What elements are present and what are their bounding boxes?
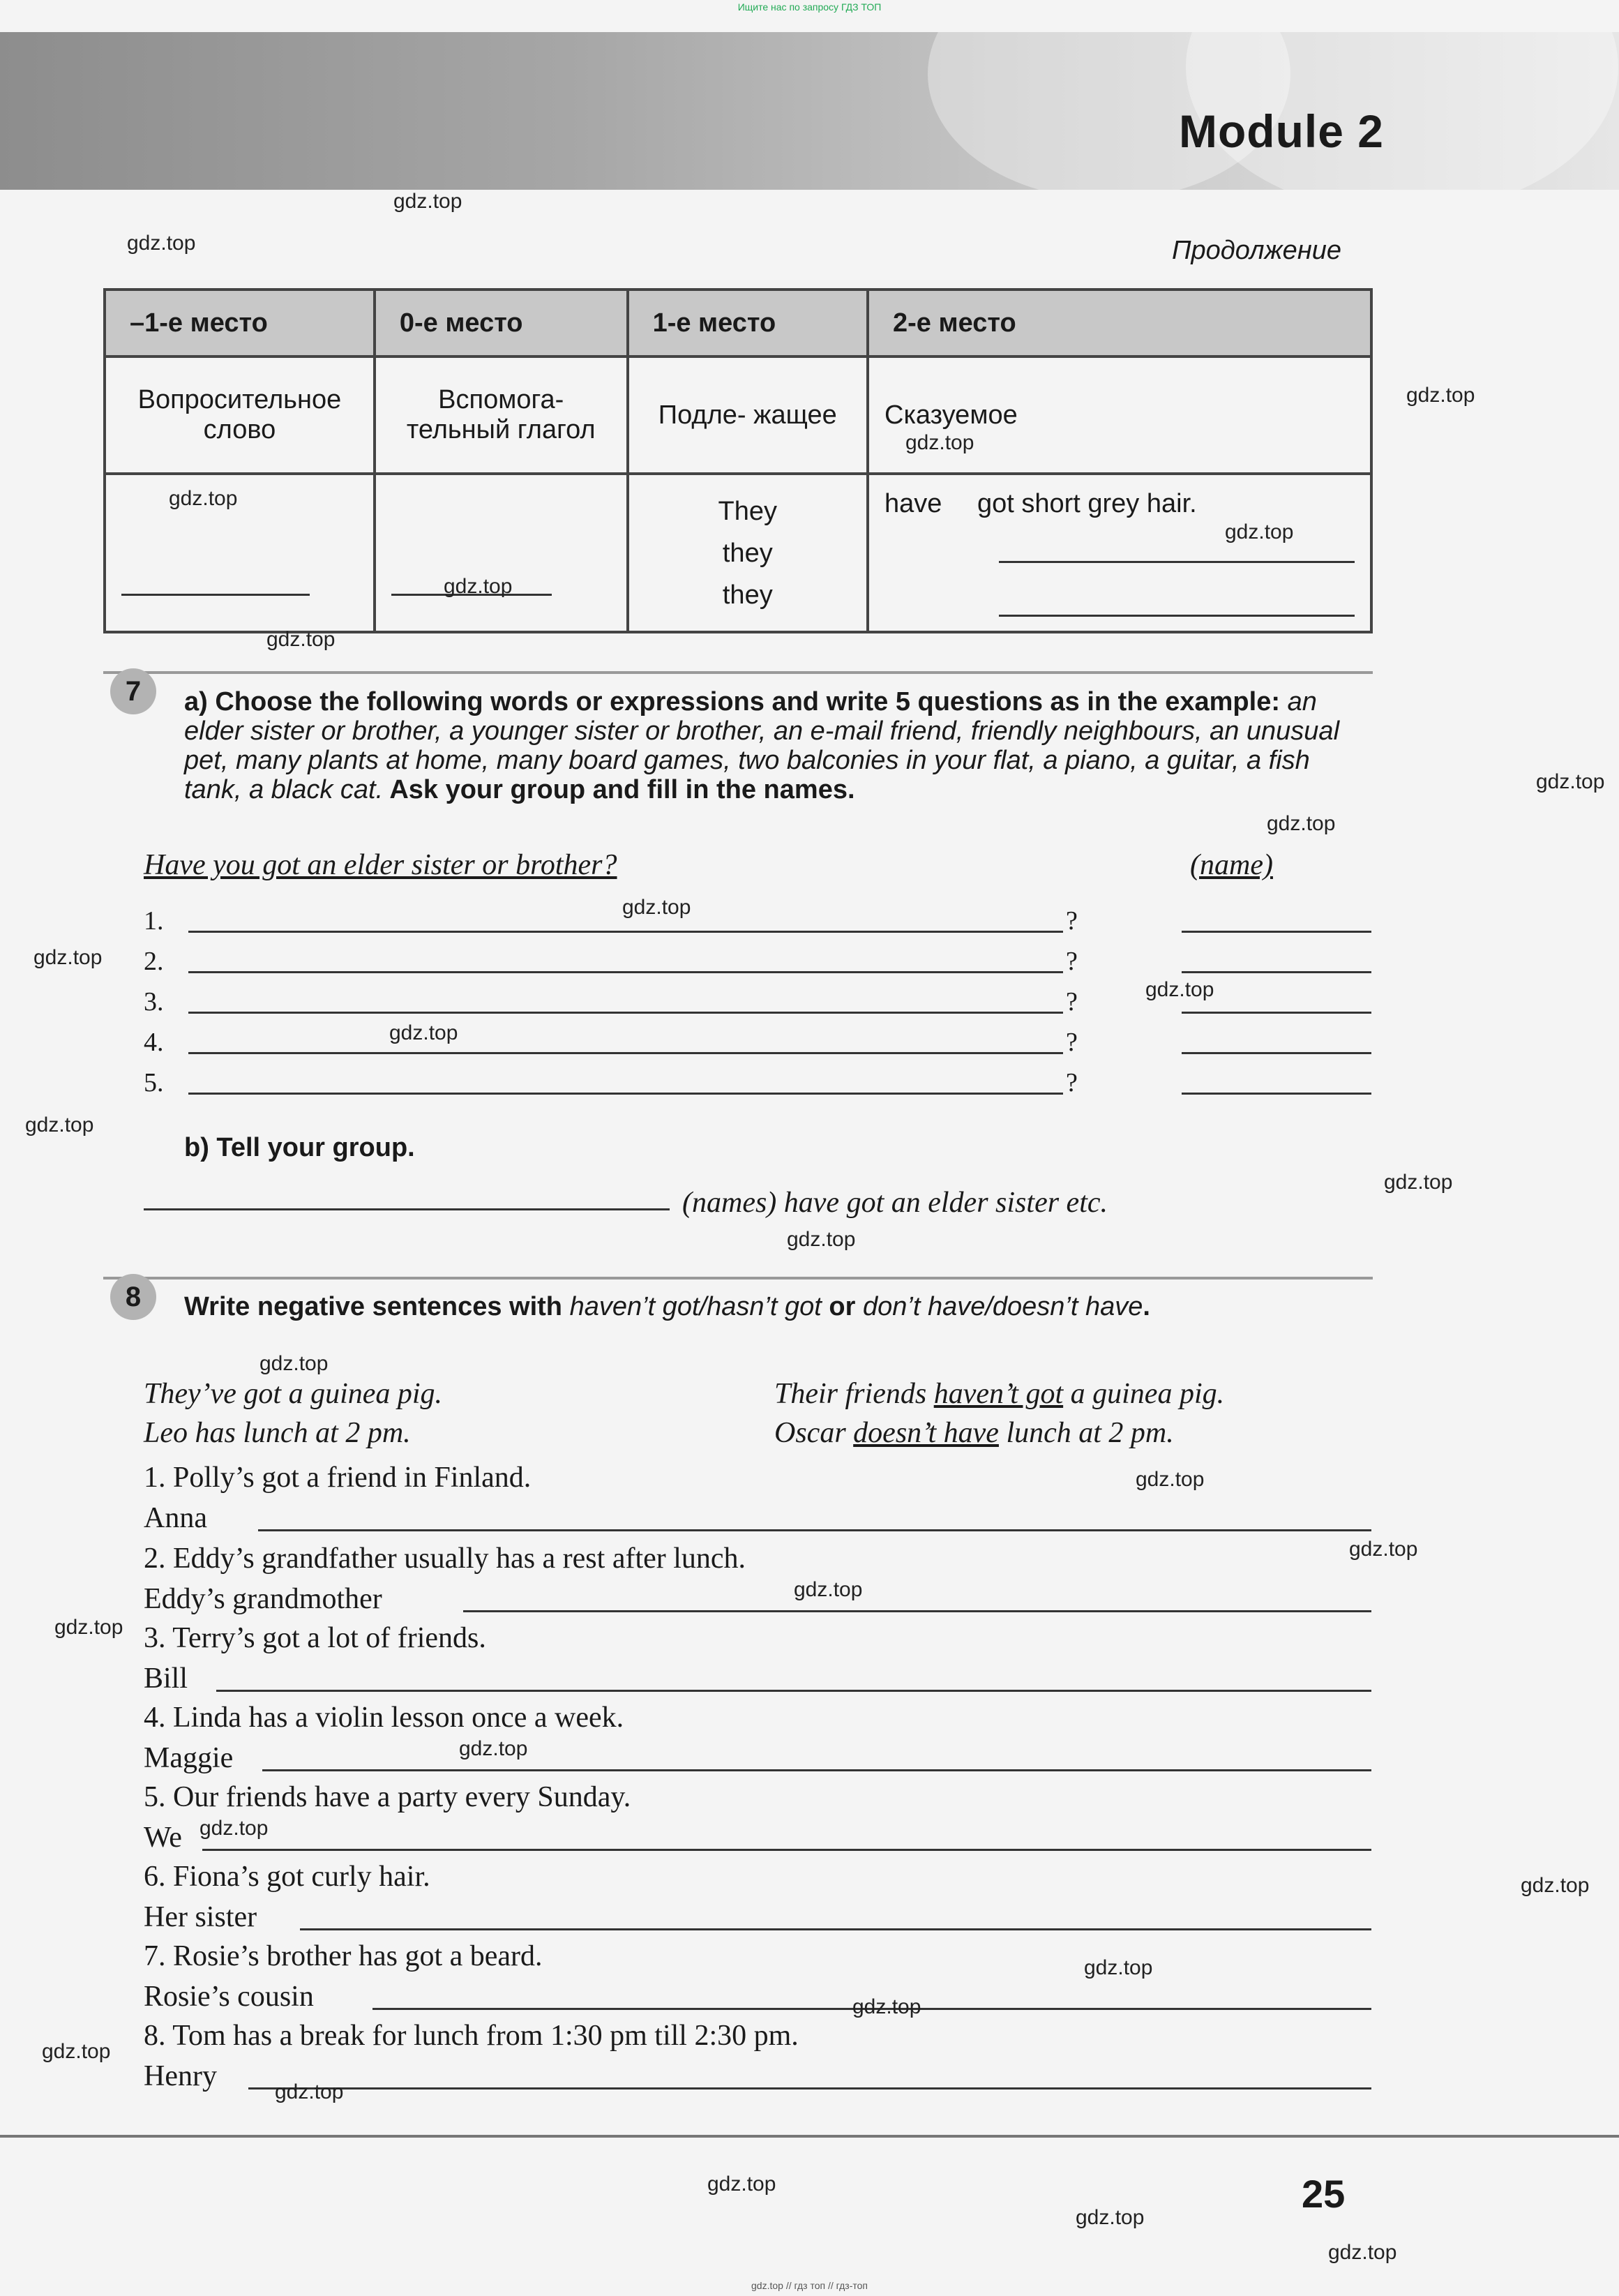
watermark: gdz.top xyxy=(389,1021,458,1044)
word-order-table xyxy=(103,288,1373,633)
watermark: gdz.top xyxy=(444,575,513,598)
sentence: 8. Tom has a break for lunch from 1:30 pm till 2:30 pm. xyxy=(144,2020,799,2052)
item-number: 3. xyxy=(144,987,164,1016)
name-line[interactable] xyxy=(1182,971,1371,973)
watermark: gdz.top xyxy=(169,487,238,510)
sentence: 3. Terry’s got a lot of friends. xyxy=(144,1622,486,1654)
watermark: gdz.top xyxy=(259,1352,329,1375)
watermark: gdz.top xyxy=(1145,978,1214,1001)
watermark: gdz.top xyxy=(1267,812,1336,835)
answer-line[interactable] xyxy=(188,1052,1063,1054)
sentence-subject: Anna xyxy=(144,1502,207,1534)
example-sentence: Leo has lunch at 2 pm. xyxy=(144,1417,411,1449)
footer-rule xyxy=(0,2135,1619,2138)
watermark: gdz.top xyxy=(1349,1538,1418,1561)
table-header: 2-е место xyxy=(868,290,1371,357)
verb: have xyxy=(884,489,942,518)
task-number: 8 xyxy=(110,1274,156,1320)
sentence-subject: Rosie’s cousin xyxy=(144,1981,314,2013)
sentence: 5. Our friends have a party every Sunday. xyxy=(144,1781,631,1813)
watermark: gdz.top xyxy=(199,1817,269,1840)
sentence: 7. Rosie’s brother has got a beard. xyxy=(144,1940,543,1972)
watermark: gdz.top xyxy=(1136,1468,1205,1491)
sentence-subject: Eddy’s grandmother xyxy=(144,1583,382,1615)
example-answer: Oscar doesn’t have lunch at 2 pm. xyxy=(774,1417,1174,1449)
watermark: gdz.top xyxy=(1084,1956,1153,1979)
table-cell: Вопросительное слово xyxy=(105,357,375,474)
table-header: 1-е место xyxy=(628,290,868,357)
example-answer: Their friends haven’t got a guinea pig. xyxy=(774,1378,1225,1410)
table-cell: Подле- жащее xyxy=(628,357,868,474)
watermark: gdz.top xyxy=(794,1578,863,1601)
watermark: gdz.top xyxy=(1521,1874,1590,1897)
answer-line[interactable] xyxy=(248,2087,1371,2089)
watermark: gdz.top xyxy=(905,431,974,454)
table-header: –1-е место xyxy=(105,290,375,357)
part-b-example: (names) have got an elder sister etc. xyxy=(682,1187,1108,1219)
answer-cell[interactable] xyxy=(375,474,628,632)
blank-line[interactable] xyxy=(999,561,1355,563)
watermark: gdz.top xyxy=(787,1228,856,1251)
item-number: 5. xyxy=(144,1068,164,1097)
name-line[interactable] xyxy=(1182,1052,1371,1054)
answer-line[interactable] xyxy=(188,971,1063,973)
example-sentence: They’ve got a guinea pig. xyxy=(144,1378,443,1410)
answer-line[interactable] xyxy=(188,1093,1063,1095)
answer-cell[interactable] xyxy=(105,474,375,632)
watermark: gdz.top xyxy=(622,896,691,919)
sentence-subject: Bill xyxy=(144,1663,188,1695)
answer-line[interactable] xyxy=(463,1610,1371,1612)
continued-label: Продолжение xyxy=(1172,236,1341,265)
watermark: gdz.top xyxy=(1384,1171,1453,1194)
top-note: Ищите нас по запросу ГДЗ ТОП xyxy=(737,1,882,13)
answer-line[interactable] xyxy=(258,1529,1371,1531)
watermark: gdz.top xyxy=(1225,520,1294,543)
watermark: gdz.top xyxy=(127,232,196,255)
sentence-subject: Maggie xyxy=(144,1742,234,1774)
table-cell: Вспомога- тельный глагол xyxy=(375,357,628,474)
answer-line[interactable] xyxy=(188,931,1063,933)
answer-line[interactable] xyxy=(202,1849,1371,1851)
answer-line[interactable] xyxy=(300,1928,1371,1930)
watermark: gdz.top xyxy=(275,2080,344,2103)
predicate-rest: got short grey hair. xyxy=(977,489,1197,518)
watermark: gdz.top xyxy=(1406,384,1475,407)
section-rule xyxy=(103,1277,1373,1280)
question-mark: ? xyxy=(1066,987,1078,1016)
watermark: gdz.top xyxy=(707,2173,776,2196)
sentence: 6. Fiona’s got curly hair. xyxy=(144,1861,430,1893)
name-line[interactable] xyxy=(1182,1093,1371,1095)
watermark: gdz.top xyxy=(852,1995,921,2018)
sentence: 1. Polly’s got a friend in Finland. xyxy=(144,1462,532,1494)
example-name: (name) xyxy=(1190,849,1273,881)
blank-line[interactable] xyxy=(999,615,1355,617)
question-mark: ? xyxy=(1066,1068,1078,1097)
item-number: 4. xyxy=(144,1028,164,1057)
task7-instructions: a) Choose the following words or expressions and write 5 questions as in the example: an elder sister or brother, a younger sister or brother, an e-mail friend, friendly neighbours, an unusual pet, many plants at home, many board games, two balconies in your flat, a piano, a guitar, a fish tank, a black cat. Ask your group and fill in the names. xyxy=(184,687,1340,804)
question-mark: ? xyxy=(1066,947,1078,976)
blank-line[interactable] xyxy=(121,594,310,596)
watermark: gdz.top xyxy=(25,1113,94,1136)
sentence: 2. Eddy’s grandfather usually has a rest after lunch. xyxy=(144,1543,746,1575)
names-line[interactable] xyxy=(144,1208,670,1210)
question-mark: ? xyxy=(1066,1028,1078,1057)
subject: They xyxy=(718,496,778,526)
bottom-note: gdz.top // гдз топ // гдз-топ xyxy=(751,2280,868,2291)
module-title: Module 2 xyxy=(1179,105,1385,157)
example-question: Have you got an elder sister or brother? xyxy=(144,849,617,881)
watermark: gdz.top xyxy=(266,628,336,651)
item-number: 2. xyxy=(144,947,164,976)
task-number: 7 xyxy=(110,668,156,714)
watermark: gdz.top xyxy=(1076,2206,1145,2229)
sentence: 4. Linda has a violin lesson once a week. xyxy=(144,1702,624,1734)
question-mark: ? xyxy=(1066,906,1078,936)
section-rule xyxy=(103,671,1373,674)
table-header: 0-е место xyxy=(375,290,628,357)
task7-part-b: b) Tell your group. xyxy=(184,1133,415,1162)
watermark: gdz.top xyxy=(459,1737,528,1760)
answer-line[interactable] xyxy=(216,1690,1371,1692)
table-cell: Сказуемое xyxy=(868,357,1371,474)
task8-instructions: Write negative sentences with haven’t got/hasn’t got or don’t have/doesn’t have. xyxy=(184,1292,1150,1321)
table-cell xyxy=(628,474,868,632)
answer-line[interactable] xyxy=(262,1769,1371,1771)
name-line[interactable] xyxy=(1182,931,1371,933)
watermark: gdz.top xyxy=(54,1616,123,1639)
answer-line[interactable] xyxy=(188,1012,1063,1014)
sentence-subject: Henry xyxy=(144,2060,217,2092)
sentence-subject: We xyxy=(144,1822,182,1854)
watermark: gdz.top xyxy=(42,2040,111,2063)
page-number: 25 xyxy=(1302,2172,1346,2216)
watermark: gdz.top xyxy=(1536,770,1605,793)
watermark: gdz.top xyxy=(393,190,462,213)
item-number: 1. xyxy=(144,906,164,936)
subject: they xyxy=(722,538,773,568)
subject: they xyxy=(722,580,773,610)
watermark: gdz.top xyxy=(1328,2241,1397,2264)
sentence-subject: Her sister xyxy=(144,1901,257,1933)
table-cell xyxy=(868,474,1371,632)
name-line[interactable] xyxy=(1182,1012,1371,1014)
watermark: gdz.top xyxy=(33,946,103,969)
